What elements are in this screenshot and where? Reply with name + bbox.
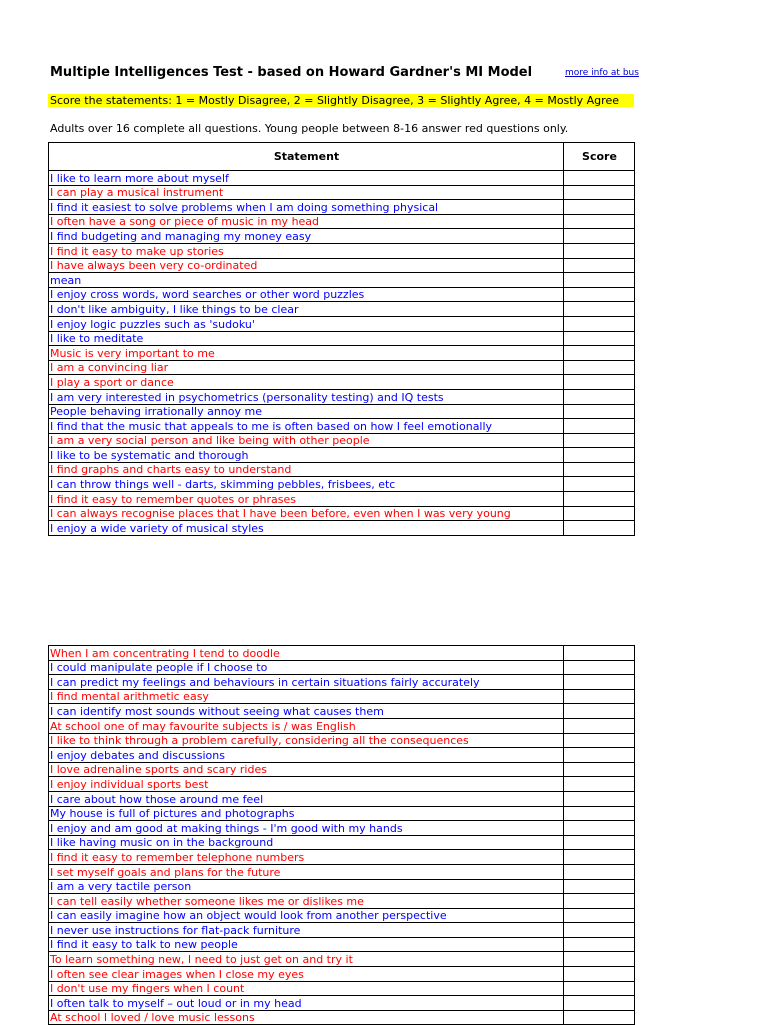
score-cell[interactable] xyxy=(564,748,635,763)
table-row xyxy=(49,835,635,850)
score-cell[interactable] xyxy=(564,1010,635,1025)
table-row xyxy=(49,448,635,463)
table-row xyxy=(49,704,635,719)
score-cell[interactable] xyxy=(564,777,635,792)
more-info-link[interactable]: more info at bus xyxy=(565,68,639,78)
score-cell[interactable] xyxy=(564,258,635,273)
statement-column-header: Statement xyxy=(49,143,564,171)
table-row xyxy=(49,316,635,331)
statement-cell: I enjoy cross words, word searches or other word puzzles xyxy=(49,287,564,302)
table-row xyxy=(49,894,635,909)
score-cell[interactable] xyxy=(564,521,635,536)
table-row xyxy=(49,185,635,200)
statement-cell: I can always recognise places that I have been before, even when I was very young xyxy=(49,506,564,521)
score-cell[interactable] xyxy=(564,864,635,879)
table-row xyxy=(49,879,635,894)
score-cell[interactable] xyxy=(564,331,635,346)
table-row xyxy=(49,660,635,675)
statement-cell: I don't like ambiguity, I like things to be clear xyxy=(49,302,564,317)
table-row xyxy=(49,273,635,288)
table-row xyxy=(49,762,635,777)
score-cell[interactable] xyxy=(564,185,635,200)
score-cell[interactable] xyxy=(564,200,635,215)
table-row xyxy=(49,346,635,361)
score-cell[interactable] xyxy=(564,477,635,492)
score-cell[interactable] xyxy=(564,981,635,996)
score-cell[interactable] xyxy=(564,287,635,302)
statements-table-2 xyxy=(48,645,635,1025)
table-row xyxy=(49,748,635,763)
statement-cell: I often talk to myself – out loud or in my head xyxy=(49,996,564,1011)
statement-cell: I can predict my feelings and behaviours in certain situations fairly accurately xyxy=(49,675,564,690)
score-cell[interactable] xyxy=(564,718,635,733)
score-cell[interactable] xyxy=(564,273,635,288)
table-row xyxy=(49,791,635,806)
table-row xyxy=(49,806,635,821)
statement-cell: Music is very important to me xyxy=(49,346,564,361)
score-cell[interactable] xyxy=(564,389,635,404)
table-row xyxy=(49,360,635,375)
score-cell[interactable] xyxy=(564,171,635,186)
table-header-row xyxy=(49,143,635,171)
table-row xyxy=(49,375,635,390)
score-cell[interactable] xyxy=(564,492,635,507)
table-row xyxy=(49,923,635,938)
statement-cell: People behaving irrationally annoy me xyxy=(49,404,564,419)
statement-cell: I set myself goals and plans for the future xyxy=(49,864,564,879)
table-row xyxy=(49,258,635,273)
statement-cell: I enjoy individual sports best xyxy=(49,777,564,792)
statement-cell: I find it easy to talk to new people xyxy=(49,937,564,952)
statement-cell: I am a very tactile person xyxy=(49,879,564,894)
score-cell[interactable] xyxy=(564,375,635,390)
statement-cell: I like to think through a problem carefully, considering all the consequences xyxy=(49,733,564,748)
statement-cell: I am a convincing liar xyxy=(49,360,564,375)
table-row xyxy=(49,733,635,748)
score-cell[interactable] xyxy=(564,646,635,661)
statement-cell: I like to be systematic and thorough xyxy=(49,448,564,463)
scoring-instructions: Score the statements: 1 = Mostly Disagree, 2 = Slightly Disagree, 3 = Slightly Agree, 4 = Mostly Agree xyxy=(48,94,634,107)
score-cell[interactable] xyxy=(564,360,635,375)
score-cell[interactable] xyxy=(564,689,635,704)
score-cell[interactable] xyxy=(564,806,635,821)
table-row xyxy=(49,777,635,792)
score-cell[interactable] xyxy=(564,448,635,463)
score-cell[interactable] xyxy=(564,704,635,719)
score-cell[interactable] xyxy=(564,214,635,229)
statement-cell: I like having music on in the background xyxy=(49,835,564,850)
score-cell[interactable] xyxy=(564,923,635,938)
table-row xyxy=(49,331,635,346)
score-cell[interactable] xyxy=(564,835,635,850)
table-row xyxy=(49,404,635,419)
score-cell[interactable] xyxy=(564,506,635,521)
table-row xyxy=(49,492,635,507)
statement-cell: I find budgeting and managing my money easy xyxy=(49,229,564,244)
table-row xyxy=(49,389,635,404)
statement-cell: I have always been very co-ordinated xyxy=(49,258,564,273)
table-row xyxy=(49,937,635,952)
statement-cell: I enjoy logic puzzles such as 'sudoku' xyxy=(49,316,564,331)
statement-cell: I care about how those around me feel xyxy=(49,791,564,806)
statement-cell: I am very interested in psychometrics (personality testing) and IQ tests xyxy=(49,389,564,404)
statement-cell: I like to meditate xyxy=(49,331,564,346)
table-row xyxy=(49,433,635,448)
table-row xyxy=(49,850,635,865)
score-cell[interactable] xyxy=(564,243,635,258)
table-row xyxy=(49,952,635,967)
table-row xyxy=(49,521,635,536)
score-cell[interactable] xyxy=(564,404,635,419)
table-row xyxy=(49,646,635,661)
score-cell[interactable] xyxy=(564,996,635,1011)
statement-cell: I find that the music that appeals to me is often based on how I feel emotionally xyxy=(49,419,564,434)
page-title: Multiple Intelligences Test - based on Howard Gardner's MI Model xyxy=(50,65,533,80)
statement-cell: I often see clear images when I close my eyes xyxy=(49,967,564,982)
table-row xyxy=(49,462,635,477)
score-cell[interactable] xyxy=(564,462,635,477)
table-row xyxy=(49,996,635,1011)
score-cell[interactable] xyxy=(564,762,635,777)
statement-cell: I find mental arithmetic easy xyxy=(49,689,564,704)
age-instructions: Adults over 16 complete all questions. Young people between 8-16 answer red questions only. xyxy=(50,122,569,135)
score-cell[interactable] xyxy=(564,733,635,748)
score-column-header: Score xyxy=(564,143,635,171)
score-cell[interactable] xyxy=(564,316,635,331)
statement-cell: To learn something new, I need to just get on and try it xyxy=(49,952,564,967)
statement-cell: I find it easy to remember quotes or phrases xyxy=(49,492,564,507)
statement-cell: I am a very social person and like being with other people xyxy=(49,433,564,448)
statement-cell: mean xyxy=(49,273,564,288)
table-row xyxy=(49,981,635,996)
statement-cell: I can tell easily whether someone likes me or dislikes me xyxy=(49,894,564,909)
table-row xyxy=(49,1010,635,1025)
statement-cell: I can throw things well - darts, skimming pebbles, frisbees, etc xyxy=(49,477,564,492)
statement-cell: I enjoy debates and discussions xyxy=(49,748,564,763)
score-cell[interactable] xyxy=(564,937,635,952)
table-row xyxy=(49,229,635,244)
table-row xyxy=(49,967,635,982)
score-cell[interactable] xyxy=(564,675,635,690)
score-cell[interactable] xyxy=(564,419,635,434)
statement-cell: I can play a musical instrument xyxy=(49,185,564,200)
statement-cell: I enjoy and am good at making things - I'm good with my hands xyxy=(49,821,564,836)
score-cell[interactable] xyxy=(564,433,635,448)
statement-cell: I find it easy to make up stories xyxy=(49,243,564,258)
score-cell[interactable] xyxy=(564,821,635,836)
table-row xyxy=(49,908,635,923)
statement-cell: I can identify most sounds without seeing what causes them xyxy=(49,704,564,719)
score-cell[interactable] xyxy=(564,879,635,894)
score-cell[interactable] xyxy=(564,229,635,244)
statement-cell: I never use instructions for flat-pack furniture xyxy=(49,923,564,938)
statement-cell: I enjoy a wide variety of musical styles xyxy=(49,521,564,536)
table-row xyxy=(49,477,635,492)
table-row xyxy=(49,243,635,258)
score-cell[interactable] xyxy=(564,952,635,967)
statement-cell: I could manipulate people if I choose to xyxy=(49,660,564,675)
statement-cell: At school I loved / love music lessons xyxy=(49,1010,564,1025)
score-cell[interactable] xyxy=(564,850,635,865)
statements-table-1 xyxy=(48,142,635,536)
table-row xyxy=(49,864,635,879)
statement-cell: I can easily imagine how an object would look from another perspective xyxy=(49,908,564,923)
score-cell[interactable] xyxy=(564,302,635,317)
table-row xyxy=(49,689,635,704)
statement-cell: At school one of may favourite subjects is / was English xyxy=(49,718,564,733)
score-cell[interactable] xyxy=(564,894,635,909)
statement-cell: I find it easiest to solve problems when I am doing something physical xyxy=(49,200,564,215)
score-cell[interactable] xyxy=(564,967,635,982)
table-row xyxy=(49,506,635,521)
table-row xyxy=(49,200,635,215)
table-row xyxy=(49,287,635,302)
table-row xyxy=(49,419,635,434)
statement-cell: I love adrenaline sports and scary rides xyxy=(49,762,564,777)
score-cell[interactable] xyxy=(564,660,635,675)
score-cell[interactable] xyxy=(564,346,635,361)
statement-cell: I like to learn more about myself xyxy=(49,171,564,186)
score-cell[interactable] xyxy=(564,791,635,806)
table-row xyxy=(49,821,635,836)
statement-cell: I find it easy to remember telephone numbers xyxy=(49,850,564,865)
table-row xyxy=(49,171,635,186)
statement-cell: When I am concentrating I tend to doodle xyxy=(49,646,564,661)
statement-cell: I don't use my fingers when I count xyxy=(49,981,564,996)
statement-cell: I play a sport or dance xyxy=(49,375,564,390)
table-row xyxy=(49,675,635,690)
statement-cell: I find graphs and charts easy to understand xyxy=(49,462,564,477)
table-row xyxy=(49,302,635,317)
statement-cell: My house is full of pictures and photographs xyxy=(49,806,564,821)
table-row xyxy=(49,718,635,733)
score-cell[interactable] xyxy=(564,908,635,923)
statement-cell: I often have a song or piece of music in my head xyxy=(49,214,564,229)
table-row xyxy=(49,214,635,229)
